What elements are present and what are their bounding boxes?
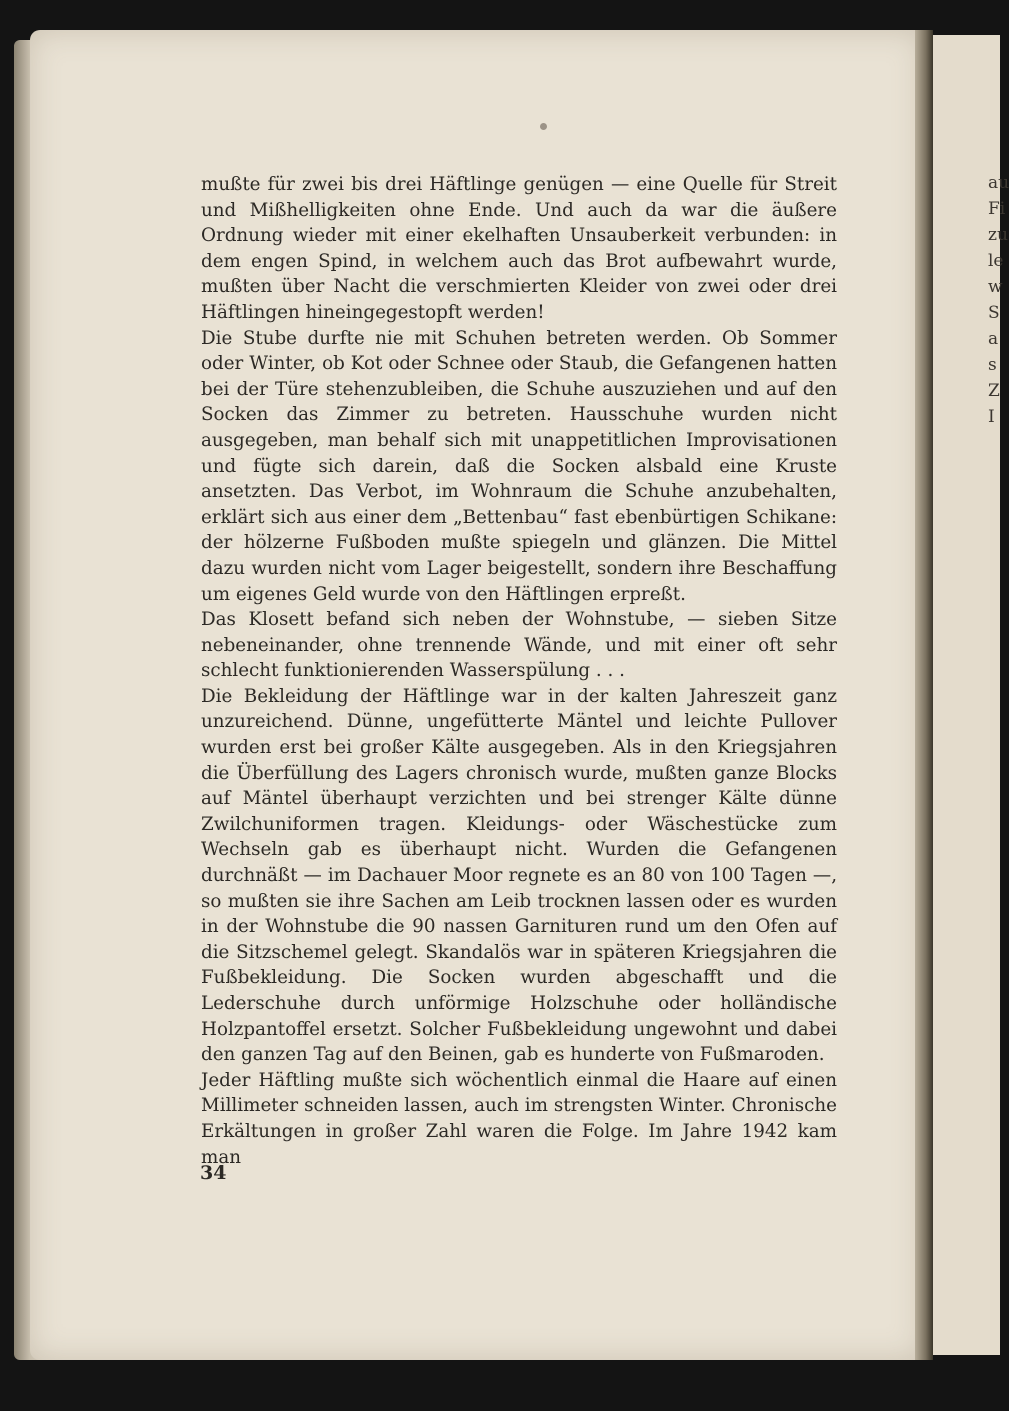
paragraph-1: mußte für zwei bis drei Häftlinge genügen — eine Quelle für Streit und Mißhelligkeiten ohne Ende. Und auch da war die äußere Ordnung wieder mit einer ekelhaften Unsauberkeit verbunden: in dem engen Spind, in welchem auch das Brot aufbewahrt wurde, mußten über Nacht die verschmierten Kleider von zwei oder drei Häftlingen hineingegestopft werden! xyxy=(201,174,837,323)
paragraph-4: Die Bekleidung der Häftlinge war in der kalten Jahreszeit ganz unzureichend. Dünne, ungefütterte Mäntel und leichte Pullover wurden erst bei großer Kälte ausgegeben. Als in den Kriegsjahren die Überfüllung des Lagers chronisch wurde, mußten ganze Blocks auf Mäntel überhaupt verzichten und bei strenger Kälte dünne Zwilchuniformen tragen. Kleidungs- oder Wäschestücke zum Wechseln gab es überhaupt nicht. Wurden die Gefangenen durchnäßt — im Dachauer Moor regnete es an 80 von 100 Tagen —, so mußten sie ihre Sachen am Leib trocknen lassen oder es wurden in der Wohnstube die 90 nassen Garnituren rund um den Ofen auf die Sitzschemel gelegt. Skandalös war in späteren Kriegsjahren die Fußbekleidung. Die Socken wurden abgeschafft und die Lederschuhe durch unförmige Holzschuhe oder holländische Holzpantoffel ersetzt. Solcher Fußbekleidung ungewohnt und dabei den ganzen Tag auf den Beinen, gab es hunderte von Fußmaroden. xyxy=(201,685,837,1066)
body-text xyxy=(201,172,837,1170)
paragraph-5: Jeder Häftling mußte sich wöchentlich einmal die Haare auf einen Millimeter schneiden lassen, auch im strengsten Winter. Chronische Erkältungen in großer Zahl waren die Folge. Im Jahre 1942 kam man xyxy=(201,1069,837,1168)
paragraph-2: Die Stube durfte nie mit Schuhen betreten werden. Ob Sommer oder Winter, ob Kot oder Schnee oder Staub, die Gefangenen hatten bei der Türe stehenzubleiben, die Schuhe auszuziehen und auf den Socken das Zimmer zu betreten. Hausschuhe wurden nicht ausgegeben, man behalf sich mit unappetitlichen Improvisationen und fügte sich darein, daß die Socken alsbald eine Kruste ansetzten. Das Verbot, im Wohnraum die Schuhe anzubehalten, erklärt sich aus einer dem „Bettenbau“ fast ebenbürtigen Schikane: der hölzerne Fußboden mußte spiegeln und glänzen. Die Mittel dazu wurden nicht vom Lager beigestellt, sondern ihre Beschaffung um eigenes Geld wurde von den Häftlingen erpreßt. xyxy=(201,327,837,605)
page-number: 34 xyxy=(200,1162,227,1184)
facing-page-text-fragments: au Fi zu le w S a s Z I xyxy=(988,173,1009,427)
paper-spot xyxy=(540,123,547,130)
paragraph-3: Das Klosett befand sich neben der Wohnstube, — sieben Sitze nebeneinander, ohne trennende Wände, und mit einer oft sehr schlecht funktionierenden Wasserspülung . . . xyxy=(201,609,837,682)
book-gutter xyxy=(915,30,933,1360)
